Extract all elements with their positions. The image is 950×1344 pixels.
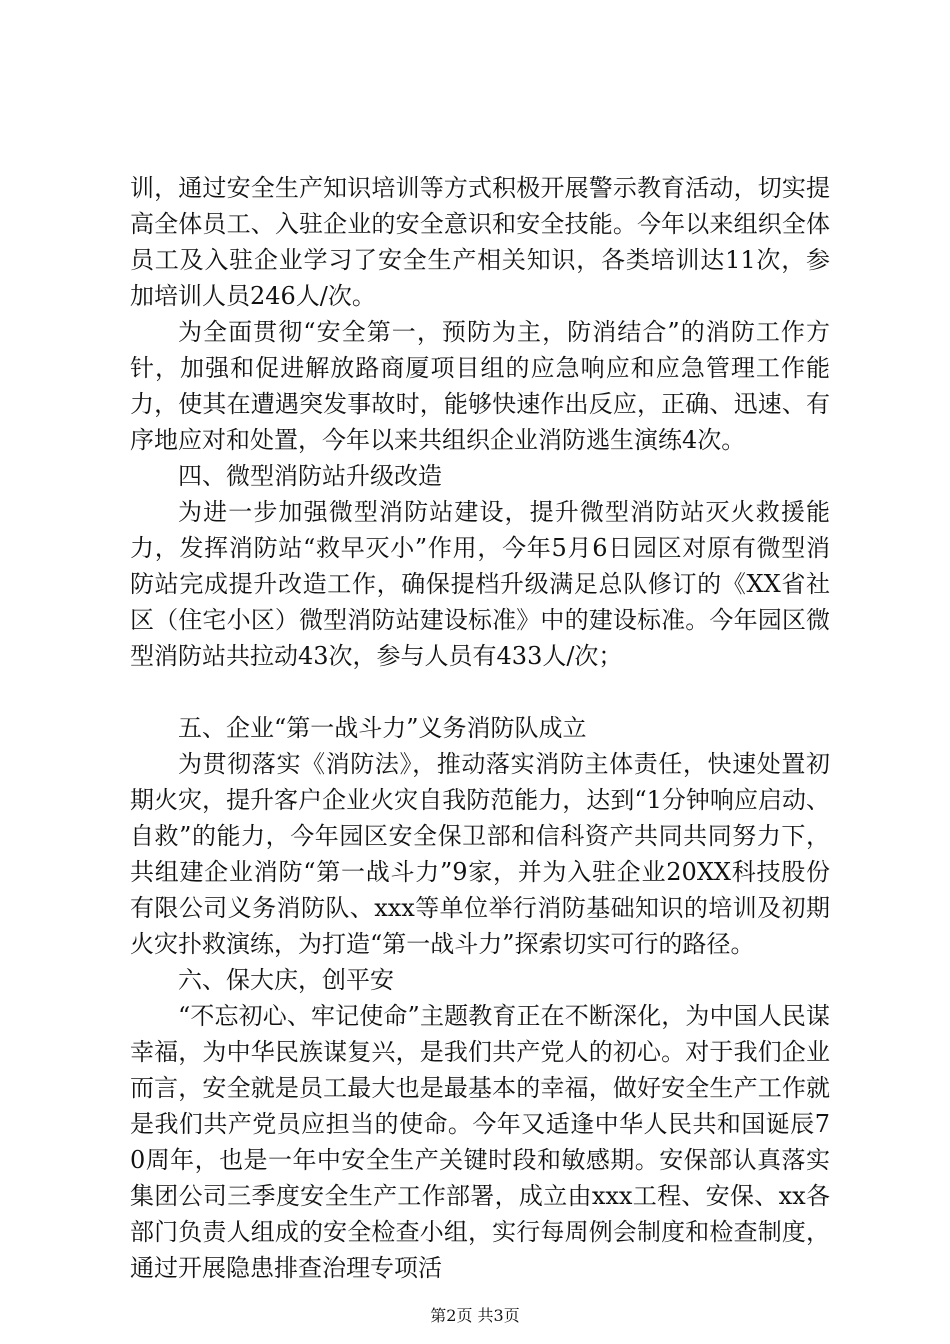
- page-number-footer: 第2页 共3页: [430, 1306, 520, 1325]
- paragraph-volunteer-fire-team: 为贯彻落实《消防法》，推动落实消防主体责任，快速处置初期火灾，提升客户企业火灾自我防范能力，达到“1分钟响应启动、自救”的能力，今年园区安全保卫部和信科资产共同共同努力下，共组建企业消防“第一战斗力”9家，并为入驻企业20XX科技股份有限公司义务消防队、xxx等单位举行消防基础知识的培训及初期火灾扑救演练，为打造“第一战斗力”探索切实可行的路径。: [130, 750, 830, 958]
- section-heading-5: 五、企业“第一战斗力”义务消防队成立: [178, 714, 587, 742]
- document-body: [130, 170, 830, 1286]
- paragraph-training-summary: 训，通过安全生产知识培训等方式积极开展警示教育活动，切实提高全体员工、入驻企业的安全意识和安全技能。今年以来组织全体员工及入驻企业学习了安全生产相关知识，各类培训达11次，参加培训人员246人/次。: [130, 174, 830, 310]
- section-heading-4: 四、微型消防站升级改造: [178, 462, 442, 490]
- section-heading-6: 六、保大庆，创平安: [178, 966, 394, 994]
- paragraph-spacer: [130, 674, 830, 710]
- paragraph-safety-campaign: “不忘初心、牢记使命”主题教育正在不断深化，为中国人民谋幸福，为中华民族谋复兴，是我们共产党人的初心。对于我们企业而言，安全就是员工最大也是最基本的幸福，做好安全生产工作就是我们共产党员应担当的使命。今年又适逢中华人民共和国诞辰70周年，也是一年中安全生产关键时段和敏感期。安保部认真落实集团公司三季度安全生产工作部署，成立由xxx工程、安保、xx各部门负责人组成的安全检查小组，实行每周例会制度和检查制度，通过开展隐患排查治理专项活: [130, 1002, 830, 1282]
- paragraph-fire-drill: 为全面贯彻“安全第一，预防为主，防消结合”的消防工作方针，加强和促进解放路商厦项目组的应急响应和应急管理工作能力，使其在遭遇突发事故时，能够快速作出反应，正确、迅速、有序地应对和处置，今年以来共组织企业消防逃生演练4次。: [130, 318, 830, 454]
- paragraph-micro-fire-station: 为进一步加强微型消防站建设，提升微型消防站灭火救援能力，发挥消防站“救早灭小”作用，今年5月6日园区对原有微型消防站完成提升改造工作，确保提档升级满足总队修订的《XX省社区（住宅小区）微型消防站建设标准》中的建设标准。今年园区微型消防站共拉动43次，参与人员有433人/次；: [130, 498, 830, 670]
